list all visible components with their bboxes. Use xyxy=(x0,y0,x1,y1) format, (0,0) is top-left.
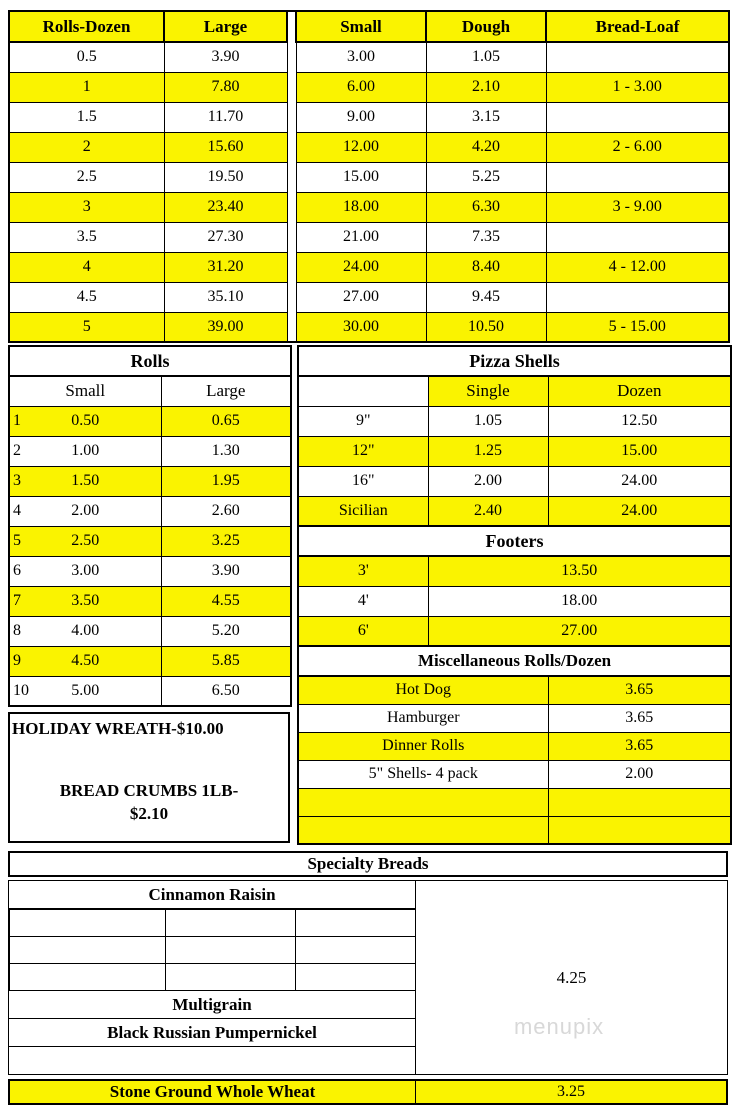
misc-price: 3.65 xyxy=(548,676,731,704)
cell: 11.70 xyxy=(164,102,287,132)
cell: 30.00 xyxy=(296,312,426,342)
column-gap xyxy=(287,102,296,132)
row-number: 5 xyxy=(13,532,21,549)
small-price: 2.50 xyxy=(71,532,100,549)
table-row xyxy=(10,910,416,937)
cell: 18.00 xyxy=(296,192,426,222)
misc-item: 5" Shells- 4 pack xyxy=(298,760,548,788)
cell: 7.35 xyxy=(426,222,546,252)
cell xyxy=(9,466,161,496)
small-price: 4.50 xyxy=(71,652,100,669)
table-row xyxy=(298,436,731,466)
specialty-price-cell xyxy=(415,881,727,1074)
column-gap xyxy=(287,42,296,72)
specialty-breads-grid xyxy=(8,880,728,1075)
cell xyxy=(9,646,161,676)
empty-grid xyxy=(9,909,416,991)
small-price: 1.00 xyxy=(71,442,100,459)
cell: 4 - 12.00 xyxy=(546,252,729,282)
pizza-footers-misc-table xyxy=(297,345,732,845)
footer-price: 27.00 xyxy=(428,616,731,646)
row-number: 8 xyxy=(13,622,21,639)
table-row xyxy=(9,526,291,556)
col-header-bread-loaf: Bread-Loaf xyxy=(546,11,729,42)
table-row xyxy=(9,102,729,132)
cell: 1 xyxy=(9,72,164,102)
cell: 23.40 xyxy=(164,192,287,222)
table-row xyxy=(9,222,729,252)
misc-item xyxy=(298,788,548,816)
pizza-head xyxy=(298,346,731,406)
cell: 1.25 xyxy=(428,436,548,466)
footer-size: 3' xyxy=(298,556,428,586)
misc-price: 2.00 xyxy=(548,760,731,788)
table-row xyxy=(10,964,416,991)
stone-ground-row xyxy=(8,1079,728,1105)
small-price: 1.50 xyxy=(71,472,100,489)
table-row xyxy=(298,556,731,586)
footers-body xyxy=(298,556,731,646)
table-row xyxy=(9,42,729,72)
cell: 1 - 3.00 xyxy=(546,72,729,102)
misc-item: Hot Dog xyxy=(298,676,548,704)
cell: 3.90 xyxy=(164,42,287,72)
rolls-title: Rolls xyxy=(9,346,291,376)
large-price: 1.95 xyxy=(161,466,291,496)
cell xyxy=(546,222,729,252)
large-price: 5.20 xyxy=(161,616,291,646)
table-row xyxy=(9,556,291,586)
specialty-price: 4.25 xyxy=(556,967,587,987)
cell: 1.05 xyxy=(426,42,546,72)
table-row xyxy=(298,788,731,816)
cell: 3 xyxy=(9,192,164,222)
table-row xyxy=(298,816,731,844)
cell xyxy=(9,436,161,466)
cell: 10.50 xyxy=(426,312,546,342)
top-table-body xyxy=(9,42,729,342)
cell xyxy=(546,102,729,132)
cell: 1.05 xyxy=(428,406,548,436)
cell: 9" xyxy=(298,406,428,436)
cell xyxy=(546,282,729,312)
table-row xyxy=(9,406,291,436)
cell xyxy=(10,910,166,937)
cell: 3 - 9.00 xyxy=(546,192,729,222)
cell: 12.50 xyxy=(548,406,731,436)
table-row xyxy=(298,616,731,646)
small-price: 3.50 xyxy=(71,592,100,609)
footers-head xyxy=(298,526,731,556)
cell: 6.30 xyxy=(426,192,546,222)
column-gap xyxy=(287,132,296,162)
cell: 4.20 xyxy=(426,132,546,162)
cell: 2.00 xyxy=(428,466,548,496)
row-number: 2 xyxy=(13,442,21,459)
dozen-price-table xyxy=(8,10,730,343)
cell xyxy=(166,964,296,991)
cell: 24.00 xyxy=(548,466,731,496)
misc-price: 3.65 xyxy=(548,704,731,732)
table-row xyxy=(298,406,731,436)
cell xyxy=(166,937,296,964)
section-title-row xyxy=(9,346,291,376)
empty-grid-body xyxy=(10,910,416,991)
specialty-breads-list xyxy=(9,881,415,1074)
row-number: 9 xyxy=(13,652,21,669)
column-gap xyxy=(287,312,296,342)
misc-item: Dinner Rolls xyxy=(298,732,548,760)
footer-price: 13.50 xyxy=(428,556,731,586)
table-row xyxy=(9,466,291,496)
cell: 2.10 xyxy=(426,72,546,102)
cell: 6.00 xyxy=(296,72,426,102)
column-gap xyxy=(287,222,296,252)
column-header-row xyxy=(298,376,731,406)
cell: 19.50 xyxy=(164,162,287,192)
cell: 31.20 xyxy=(164,252,287,282)
cell: 16" xyxy=(298,466,428,496)
cell xyxy=(296,964,416,991)
table-row xyxy=(9,312,729,342)
table-row xyxy=(9,252,729,282)
small-price: 0.50 xyxy=(71,412,100,429)
misc-price: 3.65 xyxy=(548,732,731,760)
cell: 15.00 xyxy=(296,162,426,192)
section-title-row xyxy=(298,346,731,376)
footers-title: Footers xyxy=(298,526,731,556)
rolls-table xyxy=(8,345,292,707)
row-number: 1 xyxy=(13,412,21,429)
cell xyxy=(10,964,166,991)
cell: 21.00 xyxy=(296,222,426,252)
column-gap xyxy=(287,192,296,222)
black-russian-label: Black Russian Pumpernickel xyxy=(9,1019,415,1047)
cell xyxy=(298,376,428,406)
cell: 15.60 xyxy=(164,132,287,162)
cell xyxy=(9,586,161,616)
cell: 0.5 xyxy=(9,42,164,72)
column-header-row xyxy=(9,376,291,406)
table-row xyxy=(9,436,291,466)
multigrain-label: Multigrain xyxy=(9,991,415,1019)
column-gap xyxy=(287,72,296,102)
footer-size: 4' xyxy=(298,586,428,616)
col-header-large-rolls: Large xyxy=(161,376,291,406)
row-number: 7 xyxy=(13,592,21,609)
col-header-small-rolls: Small xyxy=(9,376,161,406)
row-number: 4 xyxy=(13,502,21,519)
cell xyxy=(9,526,161,556)
col-header-dough: Dough xyxy=(426,11,546,42)
cell: 5 - 15.00 xyxy=(546,312,729,342)
cell: 27.00 xyxy=(296,282,426,312)
large-price: 6.50 xyxy=(161,676,291,706)
cell: 2 - 6.00 xyxy=(546,132,729,162)
table-row xyxy=(10,937,416,964)
col-header-rolls-dozen: Rolls-Dozen xyxy=(9,11,164,42)
column-gap xyxy=(287,282,296,312)
rolls-table-head xyxy=(9,346,291,406)
cell: 9.00 xyxy=(296,102,426,132)
table-row xyxy=(9,646,291,676)
cell: 24.00 xyxy=(548,496,731,526)
cell: 39.00 xyxy=(164,312,287,342)
table-row xyxy=(9,616,291,646)
misc-price xyxy=(548,816,731,844)
cell xyxy=(166,910,296,937)
large-price: 5.85 xyxy=(161,646,291,676)
col-header-small: Small xyxy=(296,11,426,42)
cell: 9.45 xyxy=(426,282,546,312)
col-header-large: Large xyxy=(164,11,287,42)
small-price: 2.00 xyxy=(71,502,100,519)
menupix-watermark: menupix xyxy=(513,1014,605,1040)
cell xyxy=(296,910,416,937)
cell: Sicilian xyxy=(298,496,428,526)
pizza-body xyxy=(298,406,731,526)
table-row xyxy=(9,586,291,616)
table-row xyxy=(298,676,731,704)
row-number: 3 xyxy=(13,472,21,489)
misc-item xyxy=(298,816,548,844)
cell: 2.5 xyxy=(9,162,164,192)
cell: 3.15 xyxy=(426,102,546,132)
empty-row xyxy=(9,1047,415,1074)
table-row xyxy=(298,496,731,526)
row-number: 6 xyxy=(13,562,21,579)
cell xyxy=(9,676,161,706)
cell: 3.00 xyxy=(296,42,426,72)
misc-title: Miscellaneous Rolls/Dozen xyxy=(298,646,731,676)
large-price: 4.55 xyxy=(161,586,291,616)
cell xyxy=(10,937,166,964)
cell: 12.00 xyxy=(296,132,426,162)
cell: 1.5 xyxy=(9,102,164,132)
middle-section xyxy=(8,345,728,845)
col-header-dozen: Dozen xyxy=(548,376,731,406)
table-row xyxy=(9,192,729,222)
table-row xyxy=(298,732,731,760)
cell xyxy=(9,496,161,526)
rolls-column xyxy=(8,345,292,843)
cell: 2.40 xyxy=(428,496,548,526)
table-row xyxy=(9,676,291,706)
cell xyxy=(296,937,416,964)
bread-crumbs-text: BREAD CRUMBS 1LB- xyxy=(59,781,239,800)
cell: 3.5 xyxy=(9,222,164,252)
small-price: 4.00 xyxy=(71,622,100,639)
small-price: 3.00 xyxy=(71,562,100,579)
misc-item: Hamburger xyxy=(298,704,548,732)
small-price: 5.00 xyxy=(71,681,100,699)
footer-size: 6' xyxy=(298,616,428,646)
specialty-breads-title: Specialty Breads xyxy=(8,851,728,877)
holiday-specials-box xyxy=(8,712,290,843)
cell: 7.80 xyxy=(164,72,287,102)
rolls-table-body xyxy=(9,406,291,706)
table-row xyxy=(298,466,731,496)
col-header-single: Single xyxy=(428,376,548,406)
table-row xyxy=(9,282,729,312)
cell: 4 xyxy=(9,252,164,282)
cell xyxy=(546,162,729,192)
bread-crumbs-price: $2.10 xyxy=(129,804,169,823)
table-row xyxy=(298,760,731,788)
table-row xyxy=(9,162,729,192)
section-title-row xyxy=(298,526,731,556)
cell xyxy=(546,42,729,72)
misc-head xyxy=(298,646,731,676)
large-price: 0.65 xyxy=(161,406,291,436)
misc-price xyxy=(548,788,731,816)
table-row xyxy=(9,132,729,162)
cell: 5 xyxy=(9,312,164,342)
column-gap xyxy=(287,252,296,282)
section-title-row xyxy=(298,646,731,676)
table-row xyxy=(9,496,291,526)
cell: 8.40 xyxy=(426,252,546,282)
stone-ground-price: 3.25 xyxy=(557,1083,585,1100)
row-number: 10 xyxy=(13,681,29,699)
cell xyxy=(9,406,161,436)
cell: 35.10 xyxy=(164,282,287,312)
cell: 2 xyxy=(9,132,164,162)
cell: 27.30 xyxy=(164,222,287,252)
stone-ground-label: Stone Ground Whole Wheat xyxy=(10,1081,416,1103)
cell xyxy=(9,616,161,646)
cinnamon-raisin-label: Cinnamon Raisin xyxy=(9,881,415,909)
cell: 4.5 xyxy=(9,282,164,312)
cell: 24.00 xyxy=(296,252,426,282)
cell: 15.00 xyxy=(548,436,731,466)
header-row xyxy=(9,11,729,42)
column-gap xyxy=(287,162,296,192)
cell xyxy=(9,556,161,586)
holiday-wreath-text: HOLIDAY WREATH-$10.00 xyxy=(12,719,224,738)
table-row xyxy=(298,586,731,616)
large-price: 3.25 xyxy=(161,526,291,556)
table-row xyxy=(298,704,731,732)
column-gap xyxy=(287,11,296,42)
large-price: 1.30 xyxy=(161,436,291,466)
cell: 5.25 xyxy=(426,162,546,192)
cell: 12" xyxy=(298,436,428,466)
large-price: 3.90 xyxy=(161,556,291,586)
footer-price: 18.00 xyxy=(428,586,731,616)
table-row xyxy=(9,72,729,102)
misc-body xyxy=(298,676,731,844)
large-price: 2.60 xyxy=(161,496,291,526)
pizza-shells-title: Pizza Shells xyxy=(298,346,731,376)
